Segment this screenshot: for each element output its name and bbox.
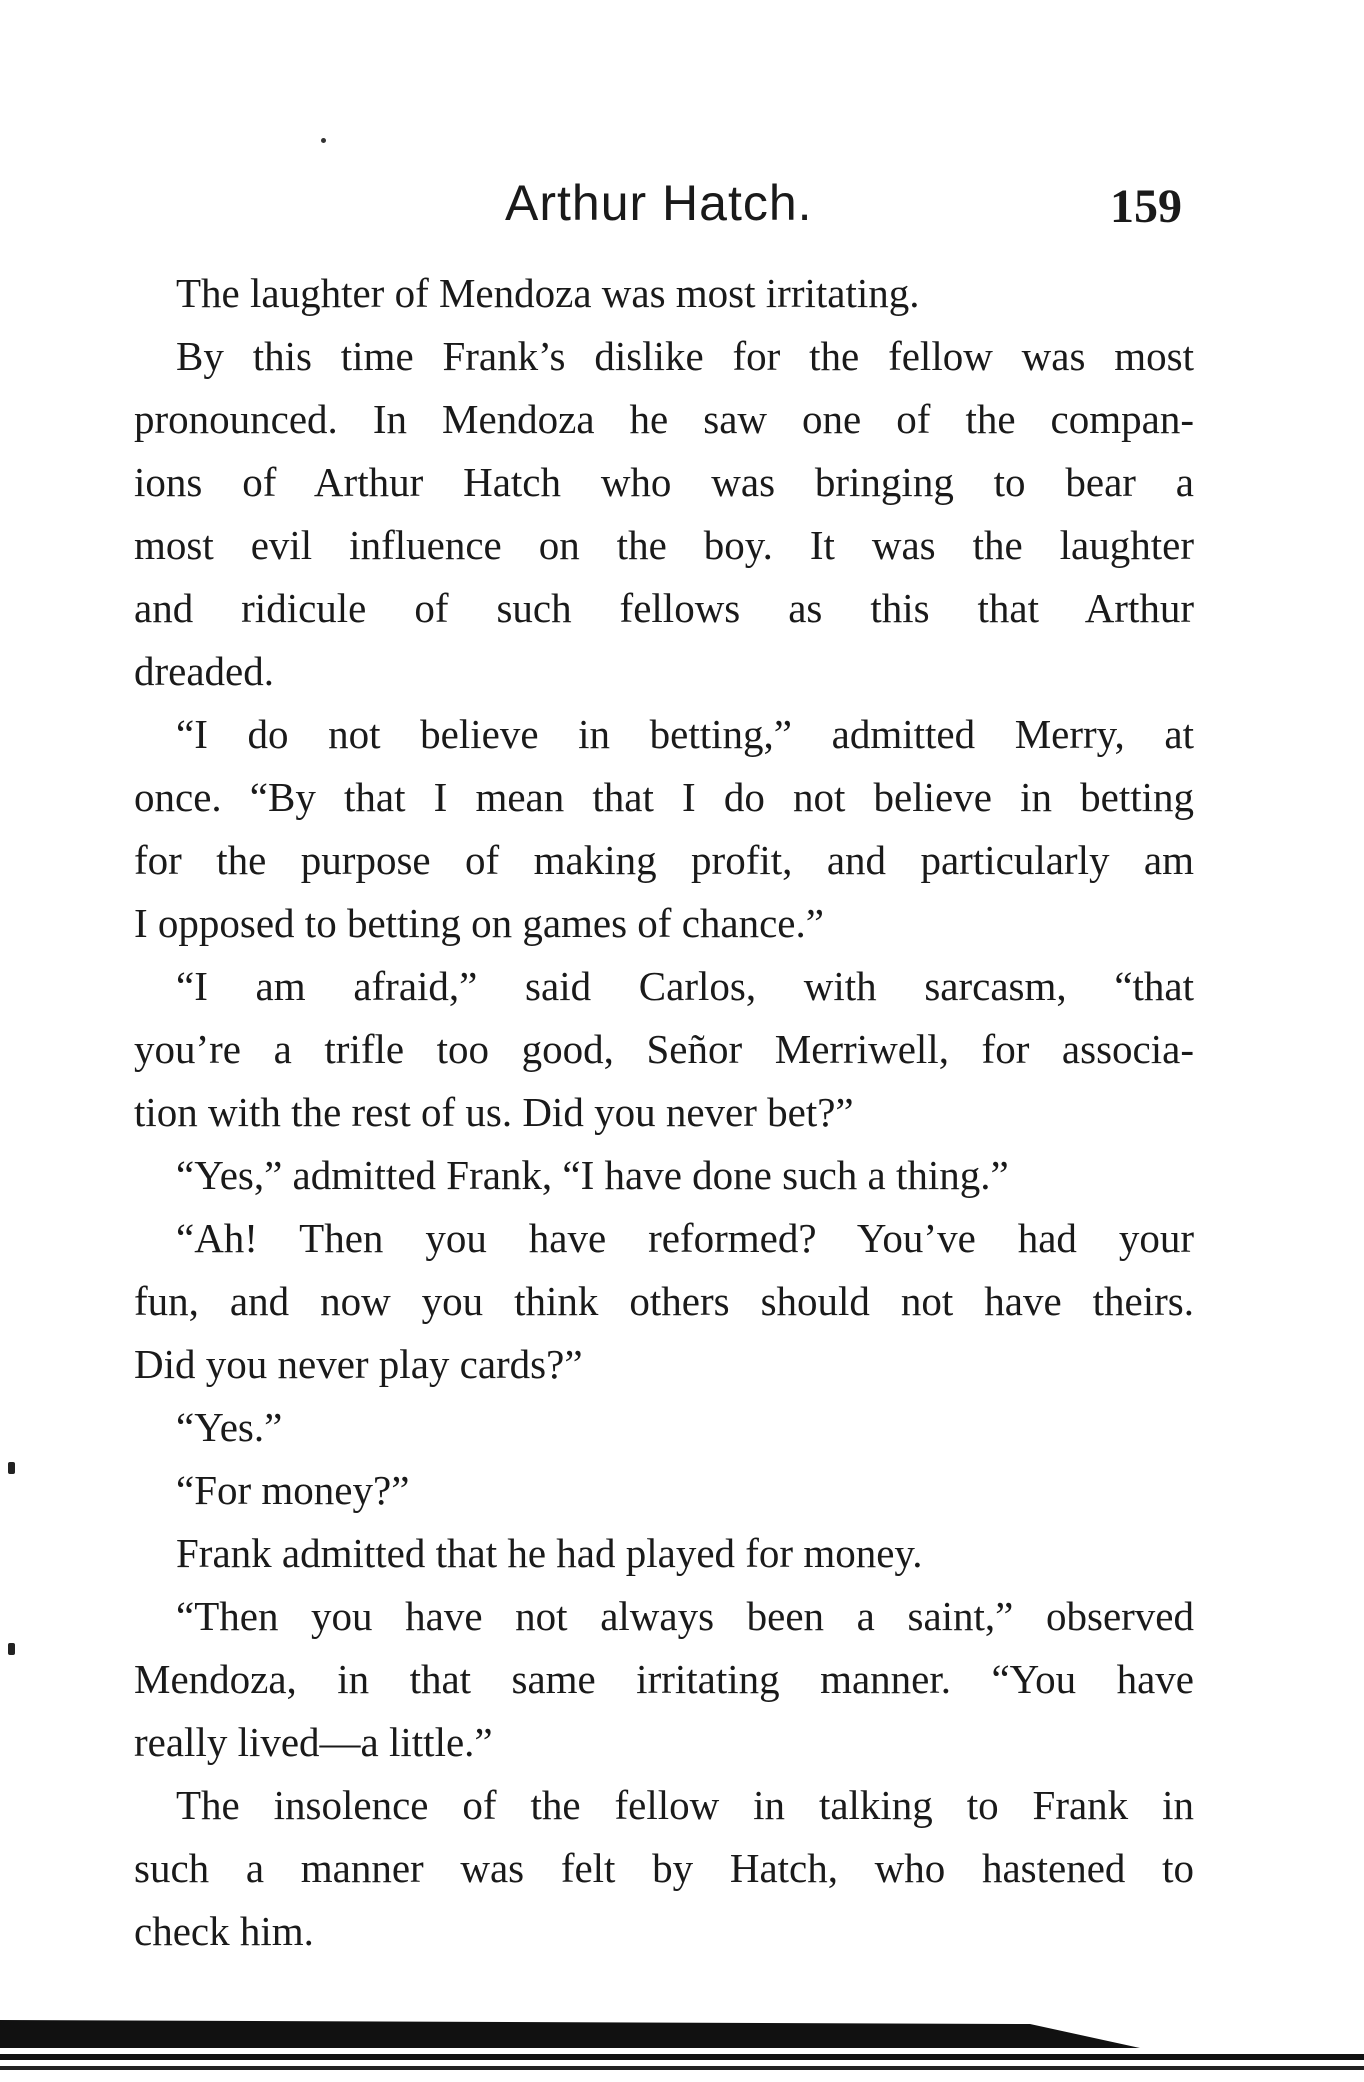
print-speck xyxy=(321,138,326,143)
text-line: and ridicule of such fellows as this that Arthur xyxy=(134,585,1194,631)
text-line: most evil influence on the boy. It was the laughter xyxy=(134,522,1194,568)
paragraph xyxy=(134,703,1194,955)
text-line: “I do not believe in betting,” admitted Merry, at xyxy=(176,711,1194,757)
margin-speck xyxy=(8,1462,15,1474)
text-line: I opposed to betting on games of chance.” xyxy=(134,900,824,946)
text-line: such a manner was felt by Hatch, who hastened to xyxy=(134,1845,1194,1891)
text-line: Frank admitted that he had played for money. xyxy=(176,1530,923,1576)
text-line: “Yes,” admitted Frank, “I have done such a thing.” xyxy=(176,1152,1009,1198)
paragraph xyxy=(134,1774,1194,1963)
text-line: really lived—a little.” xyxy=(134,1719,493,1765)
text-line: The laughter of Mendoza was most irritating. xyxy=(176,270,920,316)
paragraph xyxy=(134,262,1194,325)
text-line: check him. xyxy=(134,1908,314,1954)
text-line: “I am afraid,” said Carlos, with sarcasm, “that xyxy=(176,963,1194,1009)
text-line: “Then you have not always been a saint,” observed xyxy=(176,1593,1194,1639)
text-line: ions of Arthur Hatch who was bringing to bear a xyxy=(134,459,1194,505)
text-line: dreaded. xyxy=(134,648,274,694)
paragraph xyxy=(134,955,1194,1144)
text-line: for the purpose of making profit, and particularly am xyxy=(134,837,1194,883)
paragraph xyxy=(134,1396,1194,1459)
paragraph xyxy=(134,1144,1194,1207)
margin-speck xyxy=(8,1643,15,1655)
text-line: fun, and now you think others should not have theirs. xyxy=(134,1278,1194,1324)
paragraph xyxy=(134,1522,1194,1585)
text-line: Mendoza, in that same irritating manner. “You have xyxy=(134,1656,1194,1702)
page-number: 159 xyxy=(1110,180,1182,233)
text-line: “Yes.” xyxy=(176,1404,283,1450)
paragraph xyxy=(134,1207,1194,1396)
text-line: you’re a trifle too good, Señor Merriwell, for associa- xyxy=(134,1026,1194,1072)
paragraph xyxy=(134,1585,1194,1774)
text-line: By this time Frank’s dislike for the fellow was most xyxy=(176,333,1194,379)
text-line: “For money?” xyxy=(176,1467,410,1513)
bottom-rule xyxy=(0,2008,1364,2082)
paragraph xyxy=(134,1459,1194,1522)
text-line: “Ah! Then you have reformed? You’ve had your xyxy=(176,1215,1194,1261)
body-text xyxy=(134,262,1194,1963)
text-line: pronounced. In Mendoza he saw one of the compan- xyxy=(134,396,1194,442)
text-line: once. “By that I mean that I do not believe in betting xyxy=(134,774,1194,820)
paragraph xyxy=(134,325,1194,703)
text-line: Did you never play cards?” xyxy=(134,1341,583,1387)
running-head xyxy=(0,168,1364,238)
running-title: Arthur Hatch. xyxy=(505,175,813,231)
text-line: The insolence of the fellow in talking to Frank in xyxy=(176,1782,1194,1828)
text-line: tion with the rest of us. Did you never bet?” xyxy=(134,1089,854,1135)
